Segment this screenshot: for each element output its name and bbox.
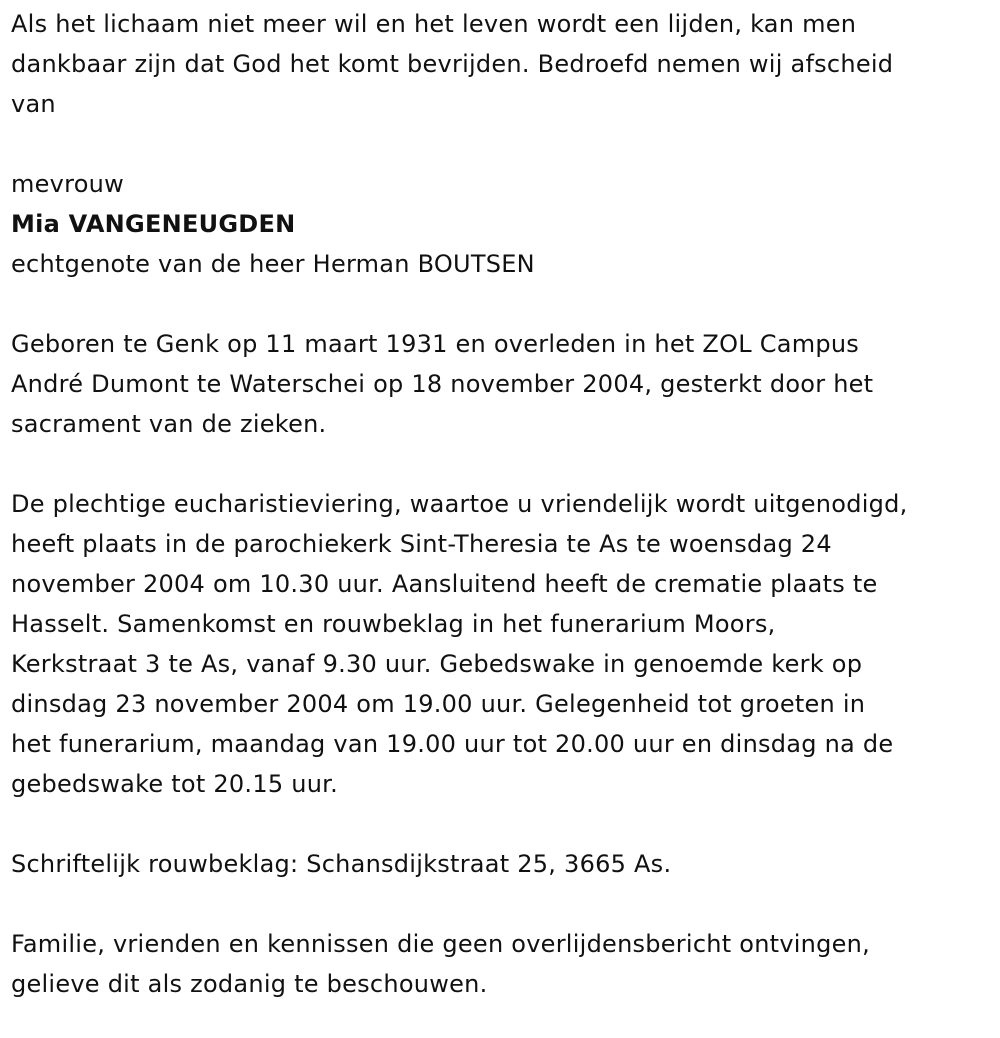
honorific: mevrouw (11, 170, 124, 198)
ceremony-line: heeft plaats in de parochiekerk Sint-Theresia te As te woensdag 24 (11, 530, 832, 558)
birth-death-line: sacrament van de zieken. (11, 410, 327, 438)
ceremony-line: Kerkstraat 3 te As, vanaf 9.30 uur. Gebedswake in genoemde kerk op (11, 650, 863, 678)
birth-death-line: André Dumont te Waterschei op 18 november 2004, gesterkt door het (11, 370, 874, 398)
condolence-address: Schriftelijk rouwbeklag: Schansdijkstraat 25, 3665 As. (11, 850, 672, 878)
closing-line: gelieve dit als zodanig te beschouwen. (11, 970, 488, 998)
opening-paragraph (11, 4, 992, 124)
spacer (11, 124, 992, 164)
opening-line: dankbaar zijn dat God het komt bevrijden. Bedroefd nemen wij afscheid (11, 50, 894, 78)
opening-line: Als het lichaam niet meer wil en het leven wordt een lijden, kan men (11, 10, 857, 38)
ceremony-line: het funerarium, maandag van 19.00 uur tot 20.00 uur en dinsdag na de (11, 730, 894, 758)
closing-line: Familie, vrienden en kennissen die geen overlijdensbericht ontvingen, (11, 930, 870, 958)
ceremony-line: Hasselt. Samenkomst en rouwbeklag in het funerarium Moors, (11, 610, 776, 638)
birth-death-paragraph (11, 324, 992, 444)
spacer (11, 284, 992, 324)
ceremony-line: gebedswake tot 20.15 uur. (11, 770, 338, 798)
ceremony-line: dinsdag 23 november 2004 om 19.00 uur. Gelegenheid tot groeten in (11, 690, 866, 718)
spacer (11, 884, 992, 924)
spouse-line: echtgenote van de heer Herman BOUTSEN (11, 250, 535, 278)
deceased-name: Mia VANGENEUGDEN (11, 210, 296, 238)
ceremony-paragraph (11, 484, 992, 804)
spacer (11, 804, 992, 844)
closing-paragraph (11, 924, 992, 1004)
birth-death-line: Geboren te Genk op 11 maart 1931 en overleden in het ZOL Campus (11, 330, 860, 358)
spacer (11, 444, 992, 484)
ceremony-line: november 2004 om 10.30 uur. Aansluitend heeft de crematie plaats te (11, 570, 878, 598)
opening-line: van (11, 90, 56, 118)
ceremony-line: De plechtige eucharistieviering, waartoe u vriendelijk wordt uitgenodigd, (11, 490, 908, 518)
